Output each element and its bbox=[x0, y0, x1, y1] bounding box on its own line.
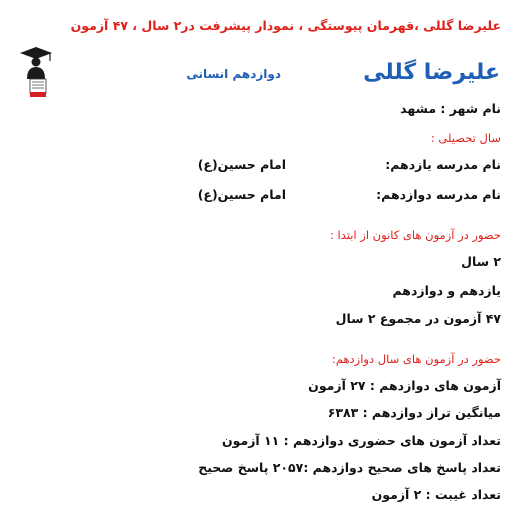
school-11-label: نام مدرسه یازدهم: bbox=[385, 157, 501, 172]
twelfth-in-person: تعداد آزمون های حضوری دوازدهم : ۱۱ آزمون bbox=[221, 433, 501, 448]
kanoon-grades: یازدهم و دوازدهم bbox=[392, 283, 501, 298]
page-title: علیرضا گللی ،قهرمان پیوستگی ، نمودار پیشرفت در۲ سال ، ۴۷ آزمون bbox=[70, 18, 501, 33]
twelfth-avg-score: میانگین تراز دوازدهم : ۶۳۸۳ bbox=[327, 405, 501, 420]
school-11-value: امام حسین(ع) bbox=[197, 157, 286, 172]
grade-label: دوازدهم انسانی bbox=[186, 67, 281, 81]
twelfth-absent: تعداد غیبت : ۲ آزمون bbox=[371, 487, 501, 502]
kanoon-total: ۴۷ آزمون در مجموع ۲ سال bbox=[335, 311, 501, 326]
school-12-label: نام مدرسه دوازدهم: bbox=[376, 187, 501, 202]
graduate-logo-icon bbox=[18, 45, 54, 99]
twelfth-correct-answers: تعداد پاسخ های صحیح دوازدهم :۲۰۵۷ پاسخ صحیح bbox=[198, 460, 501, 475]
student-name: علیرضا گللی bbox=[363, 60, 500, 85]
kanoon-years: ۲ سال bbox=[461, 254, 501, 269]
city-row: نام شهر : مشهد bbox=[400, 101, 501, 116]
school-12-value: امام حسین(ع) bbox=[197, 187, 286, 202]
academic-year-label: سال تحصیلی : bbox=[430, 131, 501, 145]
kanoon-section-heading: حضور در آزمون های کانون از ابتدا : bbox=[330, 228, 501, 242]
twelfth-exams: آزمون های دوازدهم : ۲۷ آزمون bbox=[308, 378, 501, 393]
twelfth-section-heading: حضور در آزمون های سال دوازدهم: bbox=[331, 352, 501, 366]
